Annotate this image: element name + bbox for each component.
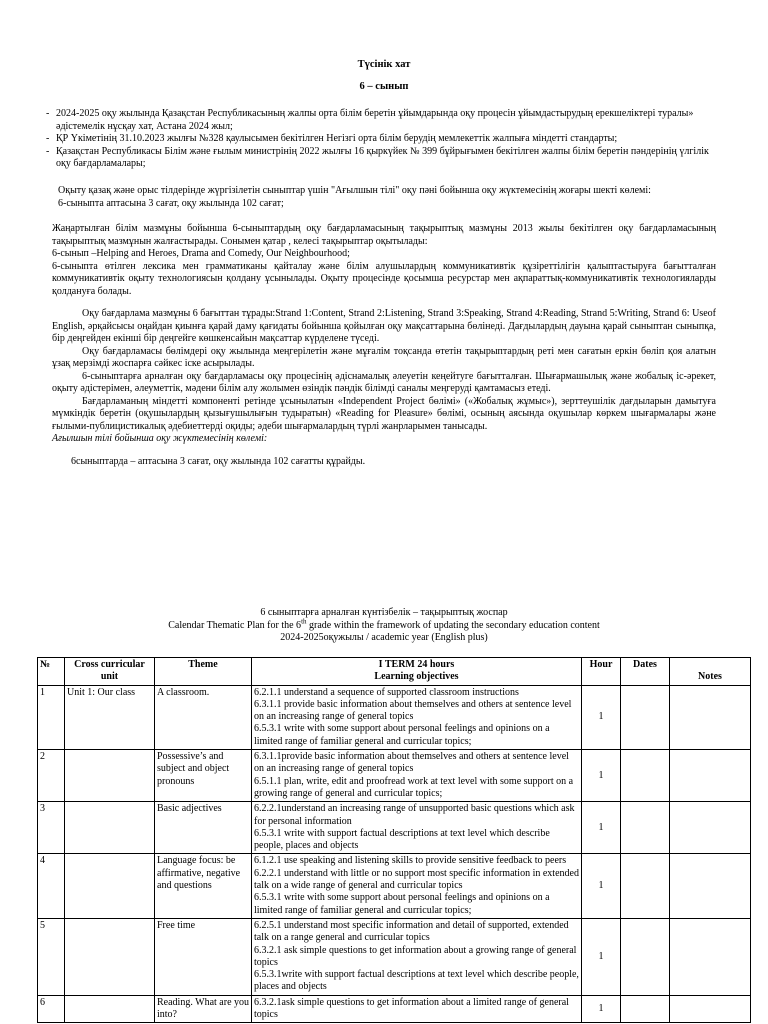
cell-unit — [65, 918, 155, 995]
doc-subtitle: 6 – сынып — [359, 81, 409, 92]
table-row — [38, 685, 751, 749]
cell-no: 6 — [38, 995, 65, 1023]
cell-unit: Unit 1: Our class — [65, 685, 155, 749]
cell-notes — [670, 750, 751, 802]
cell-objectives — [252, 918, 582, 995]
cell-unit — [65, 995, 155, 1023]
approach-paragraph: 6-сыныптарға арналған оқу бағдарламасы оқу процесінің әдіснамалық әлеуетін кеңейтуге бағытталған. Шығармашылық және жобалық іс-әрекет, оқыту әдістерімен, әлеуметтік, мәдени білім алу жолымен өзіндік пәндік білімді саналы меңгеруді қамтамасыз етеді. — [52, 370, 716, 394]
cell-theme: Reading. What are you into? — [155, 995, 252, 1023]
content-section — [52, 223, 716, 298]
sections-paragraph: Оқу бағдарламасы бөлімдері оқу жылында меңгерілетін және мұғалім тоқсанда өтетін тақырыптардың реті мен сағатын еркін бөліп қоя алатын ұзақ мерзімді жоспарға сәйкес іске асырылады. — [52, 345, 716, 369]
topics-line: 6-сынып –Helping and Heroes, Drama and Comedy, Our Neighbourhood; — [52, 248, 350, 259]
cell-no: 3 — [38, 802, 65, 854]
objective-line: 6.3.2.1 ask simple questions to get information about a growing range of general topics — [254, 944, 577, 968]
table-row — [38, 802, 751, 854]
cell-dates — [621, 750, 670, 802]
objective-line: 6.2.5.1 understand most specific information and detail of supported, extended talk on a range general and curricular topics — [254, 919, 569, 944]
cell-dates — [621, 802, 670, 854]
header-no: № — [38, 658, 65, 686]
plan-heading — [0, 607, 768, 645]
objective-line: 6.5.3.1 write with some support about personal feelings and opinions on a limited range of familiar general and curricular topics; — [254, 892, 550, 916]
table-body — [38, 685, 751, 1023]
cell-objectives — [252, 995, 582, 1023]
cell-notes — [670, 802, 751, 854]
cell-dates — [621, 854, 670, 918]
cell-dates — [621, 995, 670, 1023]
header-theme: Theme — [155, 658, 252, 686]
cell-hour: 1 — [582, 750, 621, 802]
cell-theme: Possessive’s and subject and object pronouns — [155, 750, 252, 802]
cell-hour: 1 — [582, 854, 621, 918]
cell-hour: 1 — [582, 802, 621, 854]
cell-theme: A classroom. — [155, 685, 252, 749]
load-heading: Ағылшын тілі бойынша оқу жүктемесінің көлемі: — [52, 433, 268, 444]
table-row — [38, 918, 751, 995]
plan-title-kz: 6 сыныптарға арналған күнтізбелік – тақырыптық жоспар — [260, 607, 508, 618]
updated-paragraph: Жаңартылған білім мазмұны бойынша 6-сыныптардың оқу бағдарламасының тақырыптық мазмұны 2013 жылы бекітілген оқу бағдарламасының тақырыптық мазмұнын жалғастырады. Сонымен қатар , келесі тақырыптар оқытылады: — [52, 223, 716, 247]
objective-line: 6.2.1.1 understand a sequence of supported classroom instructions — [254, 686, 519, 698]
cell-hour: 1 — [582, 918, 621, 995]
cell-notes — [670, 918, 751, 995]
normative-list — [46, 108, 716, 171]
objective-line: 6.3.1.1 provide basic information about themselves and others at sentence level on an increasing range of general topics — [254, 698, 572, 723]
cell-hour: 1 — [582, 995, 621, 1023]
list-item: - 2024-2025 оқу жылында Қазақстан Республикасының жалпы орта білім беретін ұйымдарында оқу процесін ұйымдастырудың ерекшеліктері туралы» әдістемелік нұсқау хат, Астана 2024 жыл; — [46, 108, 694, 132]
cell-objectives — [252, 750, 582, 802]
header-notes: Notes — [670, 658, 751, 686]
cell-dates — [621, 685, 670, 749]
cell-notes — [670, 854, 751, 918]
cell-theme: Free time — [155, 918, 252, 995]
cell-objectives — [252, 685, 582, 749]
cell-unit — [65, 802, 155, 854]
doc-title: Түсінік хат — [357, 59, 411, 70]
cell-notes — [670, 685, 751, 749]
list-item: - ҚР Үкіметінің 31.10.2023 жылғы №328 қаулысымен бекітілген Негізгі орта білім берудің мемлекеттік жалпыға міндетті стандарты; — [46, 133, 618, 144]
table-row — [38, 995, 751, 1023]
revision-paragraph: 6-сыныпта өтілген лексика мен грамматиканы қайталау және білім алушылардың коммуникативтік құзіреттілігін қалыптастыруға бағытталған коммуникативтік оқыту технологиясын қолдану ұсынылады. Оқыту процесінде қосымша ресурстар мен ақпараттық-коммуникативтік технологияларды қолдануға болады. — [52, 260, 716, 297]
objective-line: 6.2.2.1 understand with little or no support most specific information in extended talk on a wide range of general and curricular topics — [254, 867, 579, 892]
cell-dates — [621, 918, 670, 995]
cell-hour: 1 — [582, 685, 621, 749]
objective-line: 6.5.3.1 write with support factual descriptions at text level which describe people, places and objects — [254, 827, 550, 852]
cell-theme: Language focus: be affirmative, negative and questions — [155, 854, 252, 918]
objective-line: 6.3.2.1ask simple questions to get information about a limited range of general topics — [254, 996, 569, 1021]
objective-line: 6.1.2.1 use speaking and listening skills to provide sensitive feedback to peers — [254, 855, 567, 867]
cell-no: 4 — [38, 854, 65, 918]
table-row — [38, 854, 751, 918]
component-paragraph: Бағдарламаның міндетті компоненті ретінде ұсынылатын «Independent Project бөлімі» («Жобалық жұмыс»), зерттеушілік дағдыларын дамытуға мүмкіндік беретін (оқушылардың қызығушылығын тудыратын) «Reading for Pleasure» бөлімі, осының аясында оқушылар көркем шығармалары және ғылыми-публицистикалық әдебиеттерді оқиды; әдеби шығармалардың түрлі жанрларымен танысады. — [52, 395, 716, 432]
objective-line: 6.2.2.1understand an increasing range of unsupported basic questions which ask for personal information — [254, 803, 575, 827]
objective-line: 6.5.3.1 write with some support about personal feelings and opinions on a limited range of familiar general and curricular topics; — [254, 723, 550, 747]
cell-no: 5 — [38, 918, 65, 995]
cell-unit — [65, 750, 155, 802]
strand-section — [52, 308, 716, 446]
header-dates: Dates — [621, 658, 670, 686]
thematic-plan-table — [37, 657, 751, 1023]
header-hour: Hour — [582, 658, 621, 686]
load-line: 6сыныптарда – аптасына 3 сағат, оқу жылында 102 сағатты құрайды. — [71, 456, 366, 467]
cell-theme: Basic adjectives — [155, 802, 252, 854]
strand-paragraph: Оқу бағдарлама мазмұны 6 бағыттан тұрады:Strand 1:Content, Strand 2:Listening, Strand 3:Speaking, Strand 4:Reading, Strand 5:Writing, Strand 6: Useof English, әрқайсысы оңайдан қиынға қарай даму қағидаты бойынша қойылған оқу мақсаттарына бөлінеді. Дағдылардың дауына қарай сыныптан сыныпқа, бір деңгейден екінші бір деңгейге көшкенсайын мақсаттар күрделене түседі. — [52, 308, 716, 344]
header-objectives: I TERM 24 hours Learning objectives — [252, 658, 582, 686]
plan-academic-year: 2024-2025оқужылы / academic year (English plus) — [280, 632, 488, 643]
header-unit: Cross curricular unit — [65, 658, 155, 686]
objective-line: 6.5.3.1write with support factual descriptions at text level which describe people, places and objects — [254, 969, 579, 993]
cell-objectives — [252, 802, 582, 854]
cell-no: 2 — [38, 750, 65, 802]
cell-no: 1 — [38, 685, 65, 749]
list-item: - Қазақстан Республикасы Білім және ғылым министрінің 2022 жылғы 16 қыркүйек № 399 бұйрығымен бекітілген жалпы білім беретін пәндерінің үлгілік оқу бағдарламалары; — [46, 145, 709, 169]
table-row — [38, 750, 751, 802]
cell-objectives — [252, 854, 582, 918]
cell-unit — [65, 854, 155, 918]
plan-title-en: Calendar Thematic Plan for the 6th grade within the framework of updating the secondary education content — [168, 617, 600, 631]
objective-line: 6.5.1.1 plan, write, edit and proofread work at text level with some support on a growing range of general and curricular topics; — [254, 775, 574, 799]
table-header-row — [38, 658, 751, 686]
cell-notes — [670, 995, 751, 1023]
objective-line: 6.3.1.1provide basic information about themselves and others at sentence level on an increasing range of general topics — [254, 751, 569, 775]
load-paragraph: Оқыту қазақ және орыс тілдерінде жүргізілетін сыныптар үшін "Ағылшын тілі" оқу пәні бойынша оқу жүктемесінің жоғары шекті көлемі: 6-сыныпта аптасына 3 сағат, оқу жылында 102 сағат; — [58, 185, 651, 209]
